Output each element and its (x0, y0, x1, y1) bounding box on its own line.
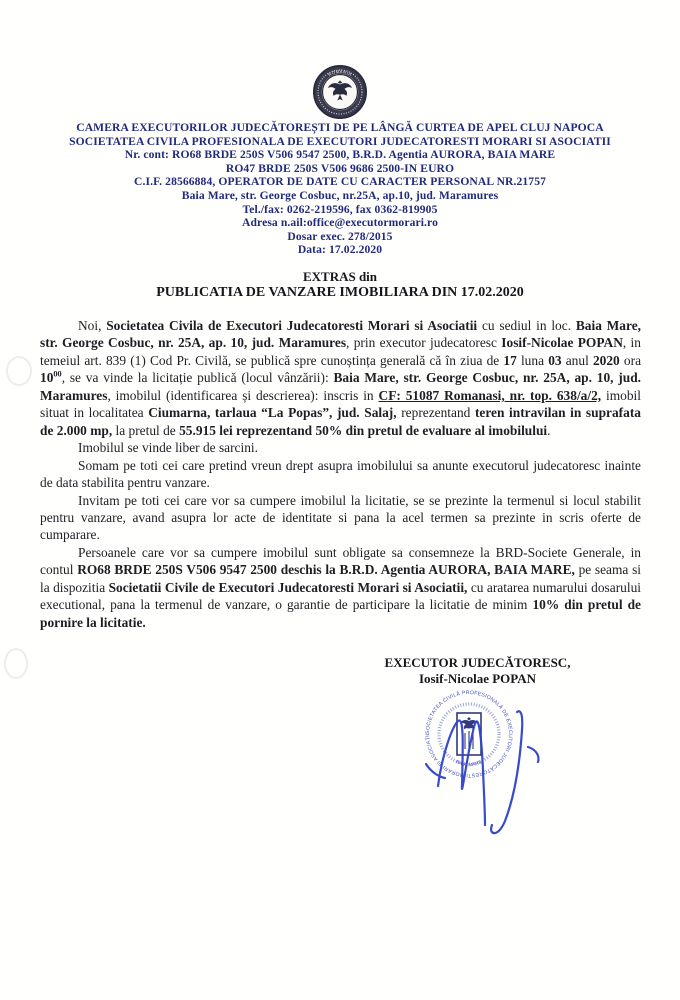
title-line-1: EXTRAS din (302, 269, 378, 284)
letterhead-line-account: Nr. cont: RO68 BRDE 250S V506 9547 2500, B.R.D. Agentia AURORA, BAIA MARE (124, 148, 556, 162)
paragraph-deposit: Persoanele care vor sa cumpere imobilul sunt obligate sa consemneze la BRD-Societe Generale, in contul RO68 BRDE 250S V506 9547 2500 deschis la B.R.D. Agentia AURORA, BAIA MARE, pe seama si la dispozitia Societatii Civile de Executori Judecatoresti Morari si Asociatii, cu aratarea numarului dosarului executional, pana la termenul de vanzare, o garantie de participare la licitatie de minim 10% din pretul de pornire la licitatie. (40, 544, 641, 630)
letterhead-line-date: Data: 17.02.2020 (297, 243, 383, 257)
letterhead-line-cif: C.I.F. 28566884, OPERATOR DE DATE CU CARACTER PERSONAL NR.21757 (133, 175, 546, 189)
round-stamp-icon (425, 690, 513, 778)
stamp-inner-text: BAIA MARE (455, 758, 483, 768)
document-body (40, 317, 641, 631)
letterhead-line-email: Adresa n.ail:office@executormorari.ro (242, 216, 438, 230)
letterhead (20, 121, 660, 257)
paragraph-sale-notice: Noi, Societatea Civila de Executori Judecatoresti Morari si Asociatii cu sediul in loc. Baia Mare, str. George Cosbuc, nr. 25A, ap. 10, jud. Maramures, prin executor judecatoresc Iosif-Nicolae POPAN, in temeiul art. 839 (1) Cod Pr. Civilă, se publică spre cunoștința generală că în ziua de 17 luna 03 anul 2020 ora $10^{00}$, se va vinde la licitație publică (locul vânzării): Baia Mare, str. George Cosbuc, nr. 25A, ap. 10, jud. Maramures, imobilul (identificarea și descrierea): inscris in CF: 51087 Romanasi, nr. top. 638/a/2, imobil situat in localitatea Ciumarna, tarlaua “La Popas”, jud. Salaj, reprezentand teren intravilan in suprafata de 2.000 mp, la pretul de 55.915 lei reprezentand 50% din pretul de evaluare al imobilului. (40, 318, 642, 438)
stamp-ring-text: SOCIETATEA CIVILĂ PROFESIONALĂ DE EXECUTORI JUDECĂTOREȘTI MORARI ȘI ASOCIAȚII (424, 689, 514, 779)
hole-punch (4, 648, 28, 679)
hole-punch (6, 356, 32, 386)
signature-block (340, 655, 615, 687)
letterhead-line-chamber: CAMERA EXECUTORILOR JUDECĂTOREȘTI DE PE LÂNGĂ CURTEA DE APEL CLUJ NAPOCA (76, 121, 604, 134)
document-title (20, 269, 660, 301)
round-stamp-and-signature (380, 685, 570, 863)
paragraph-free-of-liens: Imobilul se vinde liber de sarcini. (78, 440, 258, 456)
paragraph-invitation: Invitam pe toti cei care vor sa cumpere imobilul la licitatie, se se prezinte la termenul si locul stabilit pentru vanzare, avand asupra lor acte de identitate si pana la acel termen sa prezinte in scris oferte de cumparare. (40, 492, 641, 543)
court-seal-icon (312, 64, 368, 120)
signatory-role: EXECUTOR JUDECĂTORESC, (384, 655, 571, 670)
letterhead-line-account-eur: RO47 BRDE 250S V506 9686 2500-IN EURO (225, 161, 455, 175)
letterhead-line-phone: Tel./fax: 0262-219596, fax 0362-819905 (242, 202, 438, 216)
svg-text:BAIA MARE (455, 759, 483, 768)
signatory-name: Iosif-Nicolae POPAN (418, 671, 537, 686)
letterhead-line-dosar: Dosar exec. 278/2015 (287, 229, 393, 243)
title-line-2: PUBLICATIA DE VANZARE IMOBILIARA DIN 17.02.2020 (156, 285, 524, 300)
letterhead-line-address: Baia Mare, str. George Cosbuc, nr.25A, ap.10, jud. Maramures (181, 188, 499, 202)
handwritten-signature (426, 711, 538, 833)
paragraph-claims-summons: Somam pe toti cei care pretind vreun drept asupra imobilului sa anunte executorul judecatoresc inainte de data stabilita pentru vanzare. (40, 457, 641, 491)
letterhead-line-society: SOCIETATEA CIVILA PROFESIONALA DE EXECUTORI JUDECATORESTI MORARI SI ASOCIATII (69, 134, 611, 148)
seal-top-label: ROMÂNIA (327, 68, 353, 78)
